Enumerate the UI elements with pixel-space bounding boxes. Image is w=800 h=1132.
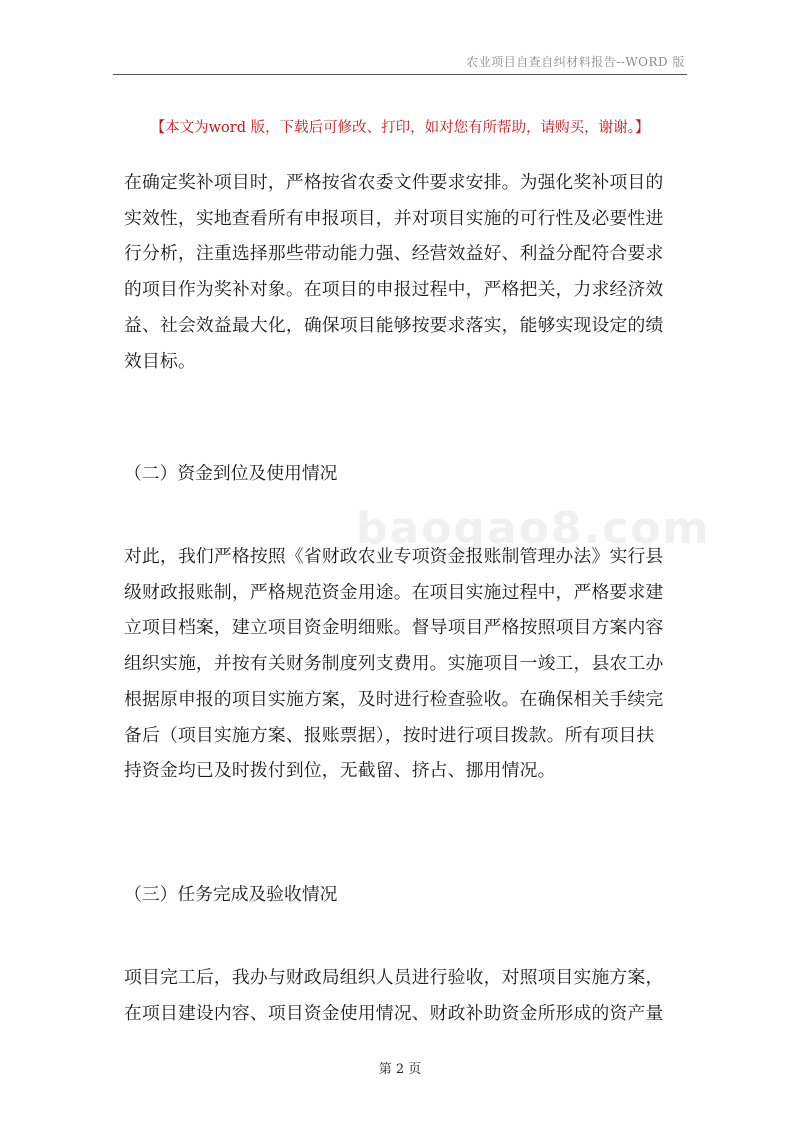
paragraph-acceptance: [124, 960, 689, 1031]
paragraph-line: 根据原申报的项目实施方案，及时进行检查验收。在确保相关手续完: [124, 688, 664, 710]
page-number: 第 2 页: [378, 1062, 422, 1077]
paragraph-project-selection: [124, 165, 689, 379]
paragraph-line: 效目标。: [124, 350, 196, 372]
paragraph-line: 组织实施，并按有关财务制度列支费用。实施项目一竣工，县农工办: [124, 653, 664, 675]
paragraph-funds: [124, 539, 689, 789]
paragraph-line: 项目完工后，我办与财政局组织人员进行验收，对照项目实施方案，: [124, 967, 664, 988]
watermark: baogao8.com: [356, 503, 711, 554]
page-header-title: 农业项目自查自纠材料报告--WORD 版: [466, 55, 685, 69]
paragraph-line: 在项目建设内容、项目资金使用情况、财政补助资金所形成的资产量: [124, 1002, 664, 1024]
paragraph-line: 持资金均已及时拨付到位，无截留、挤占、挪用情况。: [124, 760, 556, 782]
paragraph-line: 在确定奖补项目时，严格按省农委文件要求安排。为强化奖补项目的: [124, 172, 664, 193]
paragraph-line: 备后（项目实施方案、报账票据），按时进行项目拨款。所有项目扶: [124, 724, 655, 746]
paragraph-line: 实效性，实地查看所有申报项目，并对项目实施的可行性及必要性进: [124, 207, 664, 229]
paragraph-line: 行分析，注重选择那些带动能力强、经营效益好、利益分配符合要求: [124, 243, 664, 265]
paragraph-line: 立项目档案，建立项目资金明细账。督导项目严格按照项目方案内容: [124, 617, 664, 639]
paragraph-line: 的项目作为奖补对象。在项目的申报过程中，严格把关，力求经济效: [124, 279, 664, 301]
paragraph-line: 对此，我们严格按照《省财政农业专项资金报账制管理办法》实行县: [124, 546, 664, 567]
section-heading-funds: （二）资金到位及使用情况: [124, 463, 338, 484]
header-divider: [113, 74, 687, 75]
download-notice: 【本文为word 版，下载后可修改、打印，如对您有所帮助，请购买，谢谢。】: [150, 120, 650, 136]
section-heading-acceptance: （三）任务完成及验收情况: [124, 884, 338, 905]
paragraph-line: 级财政报账制，严格规范资金用途。在项目实施过程中，严格要求建: [124, 581, 664, 603]
paragraph-line: 益、社会效益最大化，确保项目能够按要求落实，能够实现设定的绩: [124, 314, 664, 336]
